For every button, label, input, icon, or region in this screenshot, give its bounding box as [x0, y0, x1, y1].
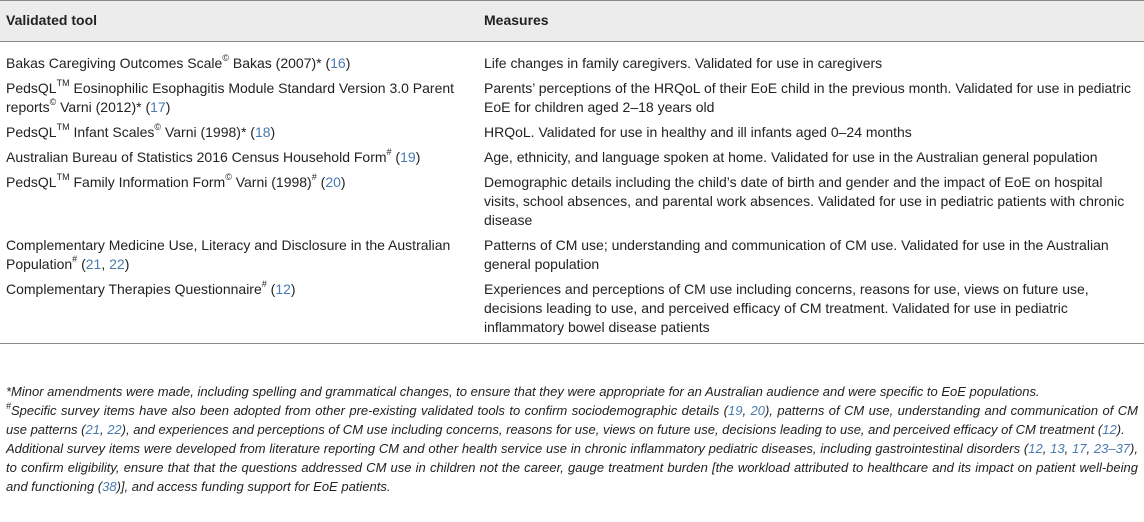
- cell-validated-tool: [0, 170, 478, 233]
- superscript-mark: #: [72, 254, 78, 265]
- superscript-mark: ©: [49, 97, 57, 108]
- text-segment: (: [266, 281, 276, 297]
- reference-link[interactable]: 18: [254, 124, 271, 140]
- text-segment: ,: [1042, 441, 1051, 456]
- table-row: [0, 120, 1144, 145]
- reference-link[interactable]: 19: [727, 403, 743, 418]
- superscript-mark: TM: [56, 172, 70, 183]
- footnote: [6, 382, 1138, 401]
- text-segment: ): [340, 174, 346, 190]
- reference-link[interactable]: 21: [85, 256, 102, 272]
- text-segment: (: [77, 256, 86, 272]
- text-segment: Infant Scales: [69, 124, 155, 140]
- cell-measures: Demographic details including the child’s date of birth and gender and the impact of EoE on hospital visits, school absences, and parental work absences. Validated for use in pediatric patients with chronic disease: [484, 174, 1125, 228]
- cell-measures: Experiences and perceptions of CM use including concerns, reasons for use, views on future use, decisions leading to use, and perceived efficacy of CM treatment. Validated for use in pediatric inflammatory bowel disease patients: [478, 277, 1144, 344]
- reference-link[interactable]: 21: [85, 422, 100, 437]
- text-segment: Complementary Medicine Use, Literacy and Disclosure in the Australian Population: [6, 237, 451, 272]
- text-segment: ): [270, 124, 276, 140]
- text-segment: PedsQL: [6, 124, 57, 140]
- text-segment: ).: [1116, 422, 1125, 437]
- table-footnotes: [6, 382, 1138, 496]
- text-segment: ,: [101, 256, 110, 272]
- cell-measures: HRQoL. Validated for use in healthy and ill infants aged 0–24 months: [484, 124, 912, 140]
- cell-validated-tool: [0, 76, 478, 120]
- text-segment: Family Information Form: [69, 174, 226, 190]
- reference-link[interactable]: 17: [150, 99, 166, 115]
- table-row: [0, 76, 1144, 120]
- text-segment: ), to confirm eligibility, ensure that that the questions addressed CM use in children not the career, gauge treatment burden [the workload attributed to healthcare and its impact on patient well-being and functioning (: [6, 441, 1138, 494]
- reference-link[interactable]: 22: [109, 256, 125, 272]
- table-row: [0, 145, 1144, 170]
- superscript-mark: #: [386, 147, 392, 158]
- cell-validated-tool: [0, 120, 478, 145]
- reference-link[interactable]: 19: [400, 149, 416, 165]
- superscript-mark: TM: [56, 122, 70, 133]
- text-segment: Varni (2012)* (: [56, 99, 151, 115]
- cell-validated-tool: [0, 42, 478, 77]
- text-segment: Bakas Caregiving Outcomes Scale: [6, 55, 223, 71]
- reference-link[interactable]: 12: [1102, 422, 1117, 437]
- table-row: [0, 170, 1144, 233]
- text-segment: Bakas (2007)* (: [228, 55, 331, 71]
- superscript-mark: #: [261, 279, 267, 290]
- text-segment: ,: [99, 422, 108, 437]
- cell-validated-tool: [0, 233, 478, 277]
- superscript-mark: ©: [222, 53, 229, 64]
- reference-link[interactable]: 22: [107, 422, 122, 437]
- reference-link[interactable]: 23–37: [1093, 441, 1131, 456]
- cell-measures: Age, ethnicity, and language spoken at home. Validated for use in the Australian general population: [484, 149, 1098, 165]
- text-segment: ,: [1064, 441, 1072, 456]
- reference-link[interactable]: 13: [1050, 441, 1065, 456]
- table-row: [0, 233, 1144, 277]
- table-row: [0, 277, 1144, 344]
- footnote: [6, 401, 1138, 439]
- text-segment: Varni (1998): [231, 174, 312, 190]
- text-segment: Varni (1998)* (: [161, 124, 255, 140]
- header-measures: Measures: [478, 1, 1144, 42]
- reference-link[interactable]: 20: [325, 174, 341, 190]
- cell-measures: Parents’ perceptions of the HRQoL of their EoE child in the previous month. Validated for use in pediatric EoE for children aged 2–18 years old: [484, 80, 1131, 115]
- reference-link[interactable]: 12: [275, 281, 291, 297]
- text-segment: Additional survey items were developed from literature reporting CM and other health service use in chronic inflammatory pediatric diseases, including gastrointestinal disorders (: [6, 441, 1029, 456]
- text-segment: ,: [742, 403, 751, 418]
- text-segment: ): [415, 149, 421, 165]
- text-segment: (: [316, 174, 326, 190]
- table-row: [0, 42, 1144, 77]
- reference-link[interactable]: 17: [1072, 441, 1087, 456]
- text-segment: ): [124, 256, 130, 272]
- text-segment: Complementary Therapies Questionnaire: [6, 281, 262, 297]
- superscript-mark: ©: [225, 172, 232, 183]
- cell-measures: Patterns of CM use; understanding and communication of CM use. Validated for use in the Australian general population: [484, 237, 1109, 272]
- reference-link[interactable]: 38: [102, 479, 117, 494]
- table-body: [0, 42, 1144, 344]
- text-segment: Specific survey items have also been adopted from other pre-existing validated tools to confirm sociodemographic details (: [11, 403, 728, 418]
- cell-validated-tool: [0, 277, 478, 344]
- text-segment: (: [391, 149, 401, 165]
- text-segment: ), patterns of CM use, understanding and communication of CM use patterns (: [6, 403, 1138, 437]
- text-segment: ): [165, 99, 171, 115]
- reference-link[interactable]: 12: [1028, 441, 1043, 456]
- text-segment: Australian Bureau of Statistics 2016 Census Household Form: [6, 149, 387, 165]
- text-segment: )], and access funding support for EoE patients.: [116, 479, 391, 494]
- cell-measures: Life changes in family caregivers. Validated for use in caregivers: [484, 55, 883, 71]
- table-header-row: [0, 1, 1144, 42]
- superscript-mark: ©: [154, 122, 162, 133]
- reference-link[interactable]: 20: [750, 403, 765, 418]
- text-segment: ): [345, 55, 351, 71]
- text-segment: Eosinophilic Esophagitis Module Standard Version 3.0 Parent reports: [6, 80, 455, 115]
- text-segment: ), and experiences and perceptions of CM use including concerns, reasons for use, views on future use, decisions leading to use, and perceived efficacy of CM treatment (: [121, 422, 1103, 437]
- reference-link[interactable]: 16: [330, 55, 346, 71]
- footnote: [6, 439, 1138, 496]
- superscript-mark: TM: [56, 78, 70, 89]
- text-segment: *Minor amendments were made, including spelling and grammatical changes, to ensure that they were appropriate for an Australian audience and were specific to EoE populations.: [6, 384, 1040, 399]
- superscript-mark: #: [6, 400, 12, 411]
- text-segment: PedsQL: [6, 174, 57, 190]
- text-segment: PedsQL: [6, 80, 57, 96]
- text-segment: ,: [1086, 441, 1094, 456]
- text-segment: ): [290, 281, 296, 297]
- header-validated-tool: Validated tool: [0, 1, 478, 42]
- cell-validated-tool: [0, 145, 478, 170]
- superscript-mark: #: [311, 172, 317, 183]
